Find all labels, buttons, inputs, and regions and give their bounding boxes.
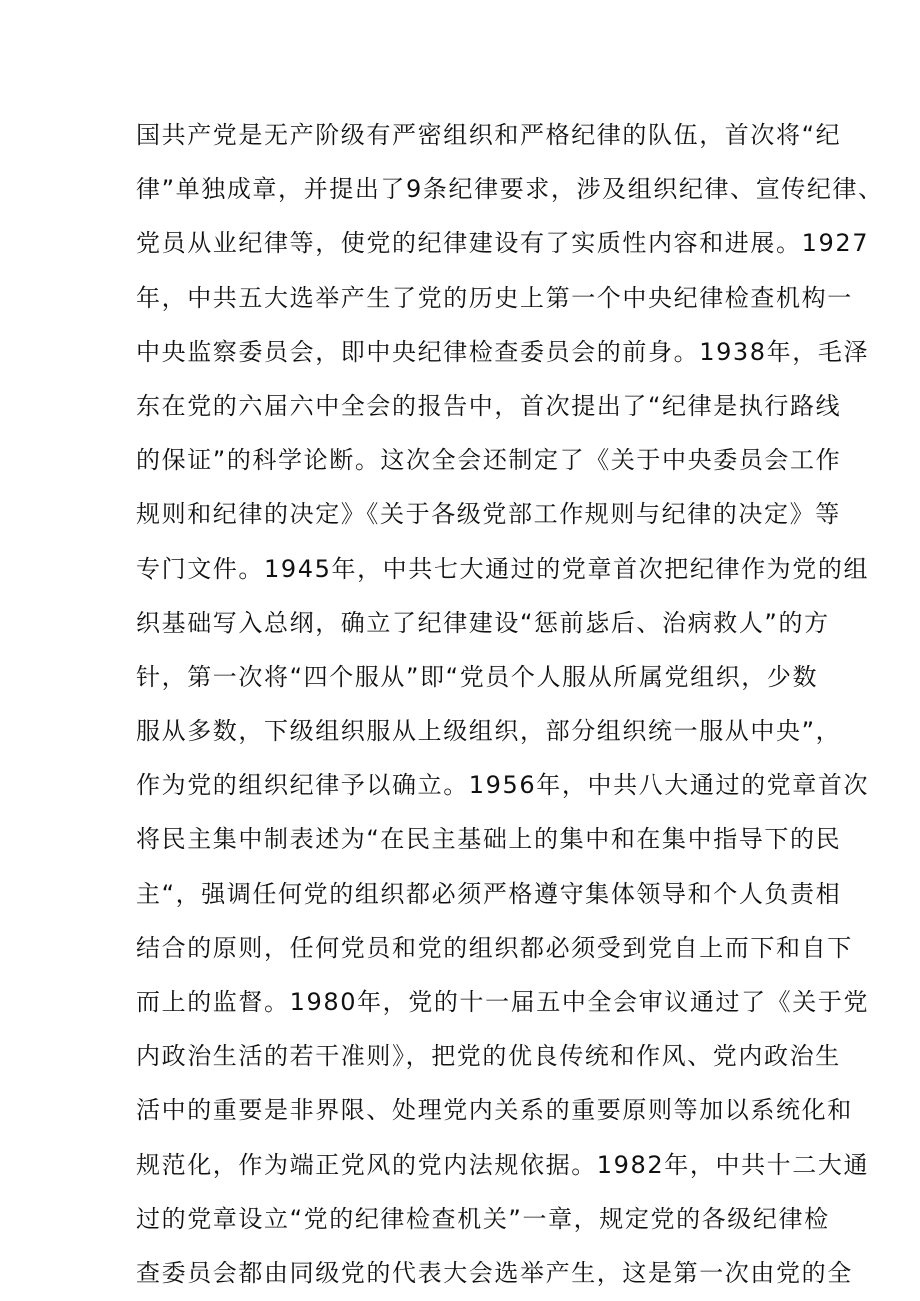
text-line: 而上的监督。1980年，党的十一届五中全会审议通过了《关于党 [136,988,870,1016]
text-line: 律”单独成章，并提出了9条纪律要求，涉及组织纪律、宣传纪律、 [136,175,884,204]
text-line: 党员从业纪律等，使党的纪律建设有了实质性内容和进展。1927 [136,229,870,258]
text-line: 内政治生活的若干准则》，把党的优良传统和作风、党内政治生 [136,1042,841,1071]
text-line: 的保证”的科学论断。这次全会还制定了《关于中央委员会工作 [136,446,842,475]
text-line: 中央监察委员会，即中央纪律检查委员会的前身。1938年，毛泽 [136,337,870,366]
text-line: 年，中共五大选举产生了党的历史上第一个中央纪律检查机构一 [136,283,853,312]
text-line: 专门文件。1945年，中共七大通过的党章首次把纪律作为党的组 [136,554,870,583]
text-line: 作为党的组织纪律予以确立。1956年，中共八大通过的党章首次 [136,771,870,800]
text-line: 国共产党是无产阶级有严密组织和严格纪律的队伍，首次将“纪 [136,121,842,149]
text-line: 规范化，作为端正党风的党内法规依据。1982年，中共十二大通 [136,1150,870,1179]
text-line: 规则和纪律的决定》《关于各级党部工作规则与纪律的决定》等 [136,500,841,529]
text-line: 过的党章设立“党的纪律检查机关”一章，规定党的各级纪律检 [136,1204,830,1233]
text-line: 查委员会都由同级党的代表大会选举产生，这是第一次由党的全 [136,1258,853,1287]
text-line: 将民主集中制表述为“在民主基础上的集中和在集中指导下的民 [136,825,842,854]
text-line: 主“，强调任何党的组织都必须严格遵守集体领导和个人负责相 [136,879,842,908]
text-line: 服从多数，下级组织服从上级组织，部分组织统一服从中央”， [136,717,842,746]
text-line: 织基础写入总纲，确立了纪律建设“惩前毖后、治病救人”的方 [136,608,830,637]
text-line: 针，第一次将“四个服从”即“党员个人服从所属党组织，少数 [136,662,819,691]
body-text [136,108,884,1300]
text-line: 东在党的六届六中全会的报告中，首次提出了“纪律是执行路线 [136,391,842,420]
text-line: 活中的重要是非界限、处理党内关系的重要原则等加以系统化和 [136,1096,853,1125]
text-line: 结合的原则，任何党员和党的组织都必须受到党自上而下和自下 [136,933,853,962]
